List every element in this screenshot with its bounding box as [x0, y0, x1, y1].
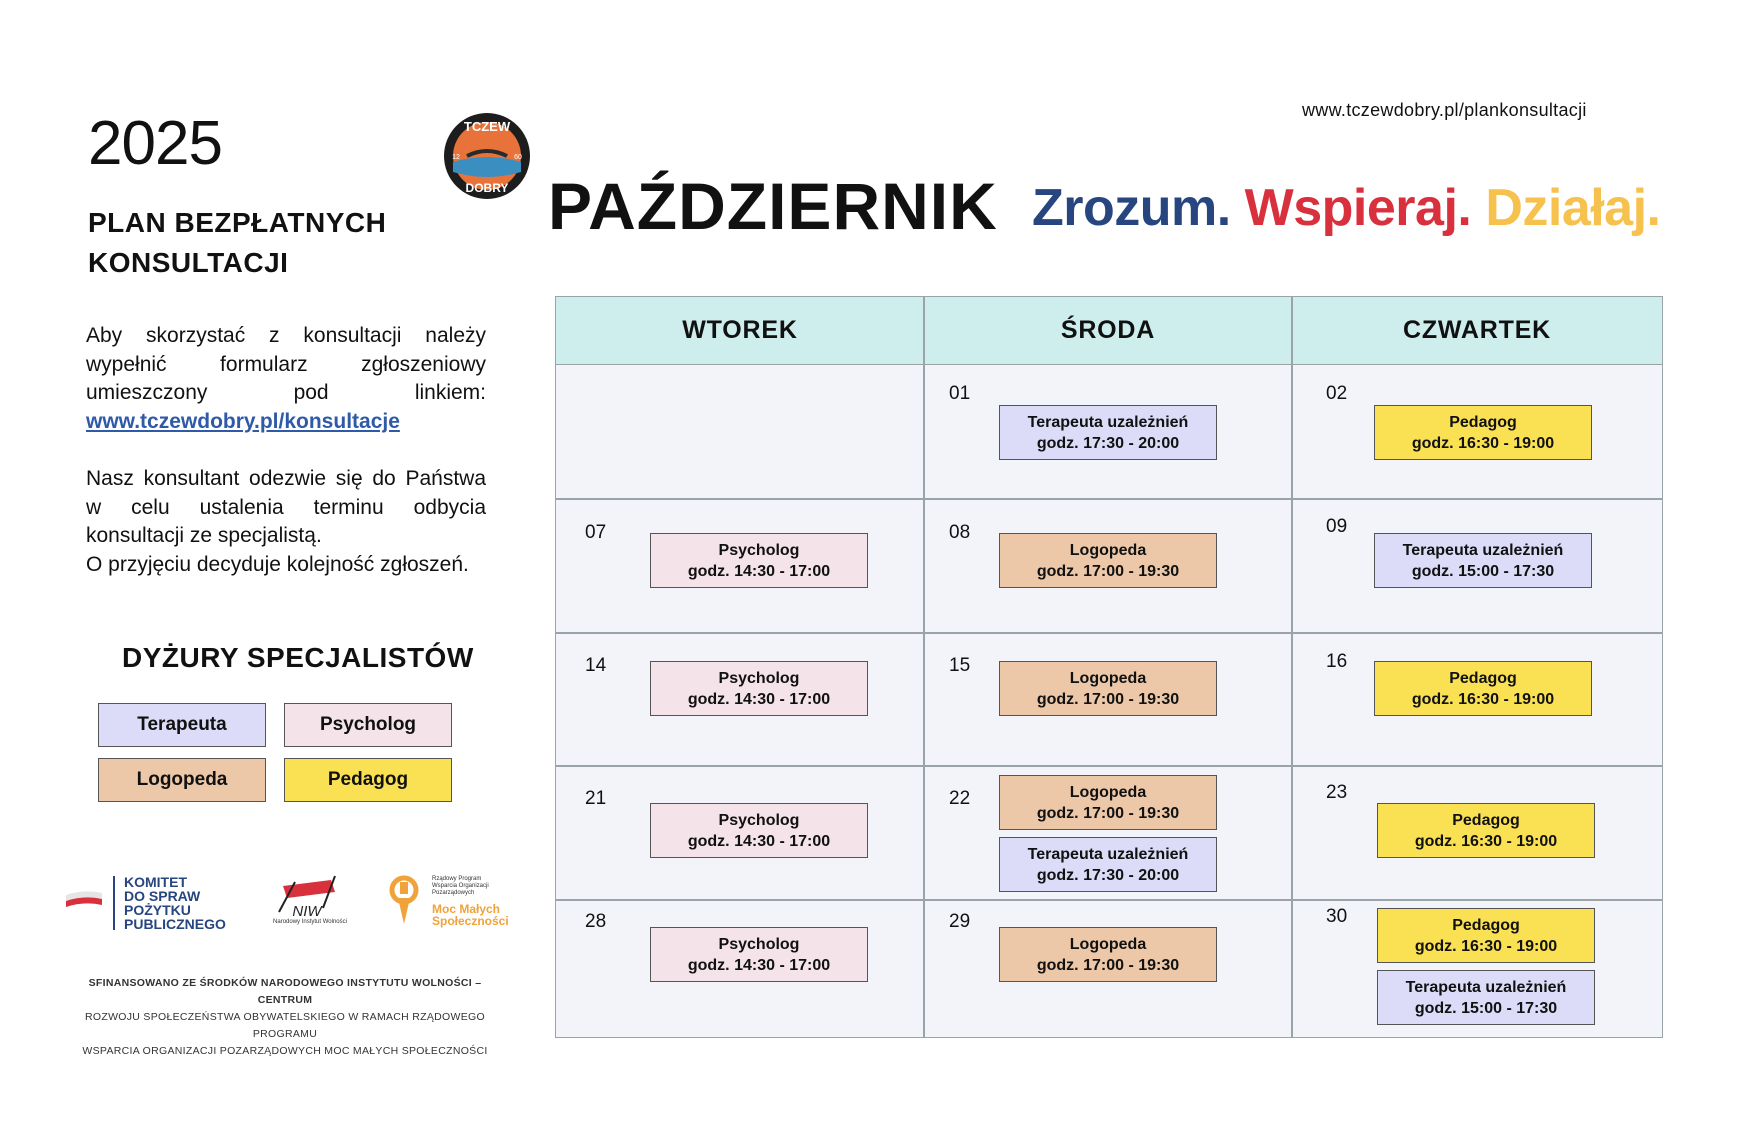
row-divider — [556, 765, 1662, 767]
funding-note — [60, 975, 510, 1060]
header-sroda: ŚRODA — [924, 297, 1292, 365]
date-label: 21 — [585, 788, 607, 809]
event-time: godz. 17:00 - 19:30 — [1036, 804, 1180, 822]
event-time: godz. 16:30 - 19:00 — [1414, 937, 1558, 955]
event-psycholog[interactable] — [650, 661, 868, 716]
moc-name-line: Moc Małych — [432, 902, 501, 916]
event-time: godz. 17:30 - 20:00 — [1036, 434, 1180, 452]
date-label: 15 — [949, 655, 971, 676]
date-label: 08 — [949, 522, 971, 543]
intro-paragraph-2 — [86, 465, 486, 579]
legend-psycholog: Psycholog — [284, 703, 452, 747]
event-terapeuta[interactable] — [999, 405, 1217, 460]
intro-line-3: umieszczony pod linkiem: — [86, 381, 486, 404]
month-title: PAŹDZIERNIK — [548, 169, 998, 243]
date-label: 23 — [1326, 782, 1348, 803]
date-label: 30 — [1326, 906, 1348, 927]
event-logopeda[interactable] — [999, 927, 1217, 982]
header-wtorek: WTOREK — [556, 297, 924, 365]
event-time: godz. 17:00 - 19:30 — [1036, 956, 1180, 974]
tczew-dobry-logo — [443, 112, 531, 200]
event-time: godz. 17:00 - 19:30 — [1036, 562, 1180, 580]
event-title: Terapeuta uzależnień — [1027, 413, 1189, 431]
event-title: Psycholog — [718, 541, 800, 559]
funding-line-3: WSPARCIA ORGANIZACJI POZARZĄDOWYCH MOC MAŁYCH SPOŁECZNOŚCI — [82, 1045, 488, 1057]
year: 2025 — [88, 109, 222, 178]
logo-right-text: 60 — [514, 154, 522, 161]
moc-small-line: Pozarządowych — [432, 890, 475, 896]
moc-malych-name — [432, 903, 509, 927]
intro2-line-1: Nasz konsultant odezwie się do Państwa — [86, 467, 486, 490]
event-psycholog[interactable] — [650, 803, 868, 858]
event-time: godz. 17:00 - 19:30 — [1036, 690, 1180, 708]
event-pedagog[interactable] — [1374, 405, 1592, 460]
event-title: Pedagog — [1452, 811, 1520, 829]
logo-top-text: TCZEW — [463, 119, 511, 134]
logo-bottom-text: DOBRY — [465, 181, 509, 195]
funding-line-2: ROZWOJU SPOŁECZEŃSTWA OBYWATELSKIEGO W RAMACH RZĄDOWEGO PROGRAMU — [85, 1011, 485, 1040]
header-czwartek: CZWARTEK — [1292, 297, 1662, 365]
event-time: godz. 16:30 - 19:00 — [1411, 434, 1555, 452]
event-terapeuta[interactable] — [1374, 533, 1592, 588]
event-title: Logopeda — [1069, 783, 1147, 801]
niw-small-text: Narodowy Instytut Wolności — [273, 919, 347, 925]
moc-malych-logo-icon — [386, 874, 422, 932]
niw-label: NIW — [292, 903, 322, 920]
kom-line: POŻYTKU — [124, 902, 191, 918]
event-title: Pedagog — [1449, 669, 1517, 687]
slogan-word-3: Działaj. — [1485, 179, 1661, 237]
plan-subtitle — [88, 203, 386, 283]
funding-line-1: SFINANSOWANO ZE ŚRODKÓW NARODOWEGO INSTYTUTU WOLNOŚCI – CENTRUM — [88, 977, 482, 1006]
event-title: Logopeda — [1069, 935, 1147, 953]
date-label: 22 — [949, 788, 971, 809]
date-label: 07 — [585, 522, 607, 543]
kom-divider — [113, 876, 115, 930]
event-time: godz. 14:30 - 17:00 — [687, 690, 831, 708]
logo-left-text: 12 — [452, 154, 460, 161]
event-logopeda[interactable] — [999, 661, 1217, 716]
legend-title: DYŻURY SPECJALISTÓW — [122, 642, 474, 673]
event-terapeuta[interactable] — [999, 837, 1217, 892]
date-label: 16 — [1326, 651, 1348, 672]
row-divider — [556, 899, 1662, 901]
subtitle-line-1: PLAN BEZPŁATNYCH — [88, 207, 387, 238]
intro2-line-2: w celu ustalenia terminu odbycia — [86, 495, 486, 519]
slogan — [1032, 178, 1661, 238]
legend-pedagog: Pedagog — [284, 758, 452, 802]
row-divider — [556, 632, 1662, 634]
event-time: godz. 15:00 - 17:30 — [1411, 562, 1555, 580]
column-divider — [923, 297, 925, 1037]
intro2-line-3: konsultacji ze specjalistą. — [86, 524, 322, 547]
date-label: 01 — [949, 383, 971, 404]
event-title: Terapeuta uzależnień — [1027, 845, 1189, 863]
consultation-form-link[interactable]: www.tczewdobry.pl/konsultacje — [86, 409, 400, 433]
kom-line: KOMITET — [124, 874, 187, 890]
calendar-grid — [555, 296, 1663, 1038]
event-title: Psycholog — [718, 935, 800, 953]
plan-url[interactable]: www.tczewdobry.pl/plankonsultacji — [1302, 100, 1587, 120]
intro2-line-4: O przyjęciu decyduje kolejność zgłoszeń. — [86, 552, 469, 576]
event-logopeda[interactable] — [999, 533, 1217, 588]
event-time: godz. 16:30 - 19:00 — [1414, 832, 1558, 850]
poland-flag-icon — [66, 887, 102, 909]
date-label: 29 — [949, 911, 971, 932]
moc-small-line: Wsparcia Organizacji — [432, 883, 489, 889]
event-time: godz. 14:30 - 17:00 — [687, 956, 831, 974]
slogan-word-1: Zrozum. — [1032, 179, 1231, 237]
column-divider — [1291, 297, 1293, 1037]
event-pedagog[interactable] — [1377, 803, 1595, 858]
event-title: Terapeuta uzależnień — [1402, 541, 1564, 559]
event-time: godz. 16:30 - 19:00 — [1411, 690, 1555, 708]
date-label: 14 — [585, 655, 607, 676]
event-title: Psycholog — [718, 669, 800, 687]
event-psycholog[interactable] — [650, 533, 868, 588]
moc-small-text — [432, 876, 489, 897]
event-time: godz. 15:00 - 17:30 — [1414, 999, 1558, 1017]
event-logopeda[interactable] — [999, 775, 1217, 830]
date-label: 02 — [1326, 383, 1348, 404]
komitet-logo-text — [124, 875, 226, 931]
legend-terapeuta: Terapeuta — [98, 703, 266, 747]
event-title: Psycholog — [718, 811, 800, 829]
event-title: Pedagog — [1449, 413, 1517, 431]
moc-small-line: Rządowy Program — [432, 876, 482, 882]
event-psycholog[interactable] — [650, 927, 868, 982]
event-pedagog[interactable] — [1374, 661, 1592, 716]
event-time: godz. 14:30 - 17:00 — [687, 832, 831, 850]
event-title: Logopeda — [1069, 669, 1147, 687]
kom-line: PUBLICZNEGO — [124, 916, 226, 932]
intro-line-1: Aby skorzystać z konsultacji należy — [86, 324, 486, 347]
slogan-word-2: Wspieraj. — [1244, 179, 1472, 237]
kom-line: DO SPRAW — [124, 888, 201, 904]
event-pedagog[interactable] — [1377, 908, 1595, 963]
event-title: Terapeuta uzależnień — [1405, 978, 1567, 996]
subtitle-line-2: KONSULTACJI — [88, 247, 289, 278]
date-label: 09 — [1326, 516, 1348, 537]
date-label: 28 — [585, 911, 607, 932]
intro-paragraph — [86, 322, 486, 436]
moc-name-line: Społeczności — [432, 914, 509, 928]
legend-logopeda: Logopeda — [98, 758, 266, 802]
row-divider — [556, 498, 1662, 500]
event-title: Pedagog — [1452, 916, 1520, 934]
event-title: Logopeda — [1069, 541, 1147, 559]
event-time: godz. 14:30 - 17:00 — [687, 562, 831, 580]
event-time: godz. 17:30 - 20:00 — [1036, 866, 1180, 884]
event-terapeuta[interactable] — [1377, 970, 1595, 1025]
intro-line-2: wypełnić formularz zgłoszeniowy — [86, 352, 486, 376]
